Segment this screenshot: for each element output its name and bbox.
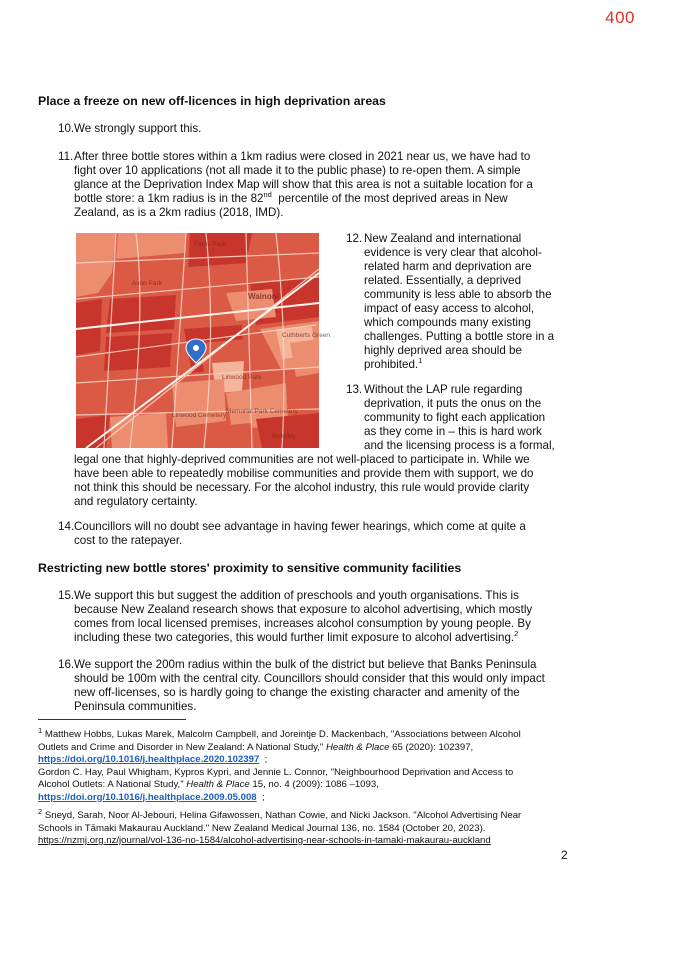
text-fragment: prohibited.: [364, 358, 419, 371]
footnote-separator: [38, 719, 186, 720]
paragraph-number: 11.: [58, 150, 74, 163]
footnote-ref: 2: [514, 629, 519, 639]
text-line: related. Essentially, a deprived: [364, 274, 522, 287]
footnote-text: Schools in Tāmaki Makaurau Auckland." New Zealand Medical Journal 136, no. 1584 (October 20, 2023).: [38, 822, 486, 834]
map-label: Linwood Park: [222, 374, 262, 381]
map-label: Cuthberts Green: [282, 332, 331, 339]
separator: ;: [256, 791, 265, 803]
paragraph-12: [346, 232, 576, 372]
footnote-text: Sneyd, Sarah, Noor Al-Jebouri, Helina Gifawossen, Nathan Cowie, and Nicki Jackson. "Alcohol Advertising Near: [42, 810, 522, 821]
footnote-text: Gordon C. Hay, Paul Whigham, Kypros Kypri, and Jennie L. Connor, "Neighbourhood Deprivation and Access to: [38, 766, 514, 778]
journal-title: Health & Place: [326, 741, 390, 753]
text-line: Peninsula communities.: [74, 700, 197, 713]
doi-link-hay[interactable]: https://doi.org/10.1016/j.healthplace.2009.05.008: [38, 791, 257, 803]
map-label: Ferris Park: [194, 241, 226, 248]
text-line: [364, 358, 576, 372]
text-line: because New Zealand research shows that exposure to alcohol advertising, which mostly: [74, 603, 533, 616]
text-line: should be 100m with the central city. Councillors should consider that this would only impact: [74, 672, 545, 685]
text-line: evidence is very clear that alcohol-: [364, 246, 542, 259]
nzmj-article-link[interactable]: https://nzmj.org.nz/journal/vol-136-no-1584/alcohol-advertising-near-schools-in-tamaki-makaurau-auckland: [38, 835, 491, 846]
separator: ;: [259, 754, 268, 765]
text-line: related harm and deprivation are: [364, 260, 532, 273]
paragraph-number: 14.: [58, 520, 75, 533]
text-fragment: bottle store: a 1km radius is in the 82: [74, 192, 264, 205]
footnote-ref: 1: [418, 356, 423, 366]
text-fragment: percentile of the most deprived areas in New: [271, 192, 508, 205]
text-line: fight over 10 applications (not all made it to the public phase) to re-open them. A simple: [74, 164, 521, 177]
text-line: Zealand, as is a 2km radius (2018, IMD).: [74, 206, 284, 219]
text-line: glance at the Deprivation Index Map will show that this area is not a suitable location for a: [74, 178, 533, 191]
text-line: community is less able to absorb the: [364, 288, 552, 301]
text-line: challenges. Putting a bottle store in a: [364, 330, 555, 343]
text-line: impact of easy access to alcohol,: [364, 302, 535, 315]
text-line: [74, 631, 588, 645]
paragraph-14: [58, 520, 588, 548]
paragraph-number: 10.: [58, 122, 75, 135]
text-line: Without the LAP rule regarding: [364, 383, 523, 396]
text-line: and regulatory certainty.: [74, 495, 198, 508]
text-line: community to fight each application: [364, 411, 546, 424]
text-line: which compounds many existing: [364, 316, 531, 329]
footnote-text: Outlets and Crime and Disorder in New Zealand: A National Study,": [38, 741, 326, 753]
text-line: as they come in – this is hard work: [364, 425, 542, 438]
text-line: Councillors will no doubt see advantage in having fewer hearings, which come at quite a: [74, 520, 526, 533]
text-line: cost to the ratepayer.: [74, 534, 183, 547]
page-number: 2: [561, 848, 568, 862]
paragraph-number: 16.: [58, 658, 75, 671]
text-line: not think this should be necessary. For the alcohol industry, this rule would provide clarity: [74, 481, 530, 494]
text-line: We support the 200m radius within the bulk of the district but believe that Banks Peninsula: [74, 658, 537, 671]
map-label: Wainoni: [248, 292, 279, 301]
footnote-text: 15, no. 4 (2009): 1086 –1093,: [249, 779, 379, 790]
journal-title: Health & Place: [186, 779, 250, 790]
superscript: nd: [263, 190, 272, 200]
paragraph-text: We strongly support this.: [74, 122, 202, 135]
paragraph-16: [58, 658, 598, 714]
paragraph-number: 13.: [346, 383, 363, 396]
map-label: Memorial Park Cemetery: [226, 408, 298, 415]
text-line: and the licensing process is a formal,: [364, 439, 555, 452]
footnote-text: Alcohol Outlets: A National Study,": [38, 779, 187, 790]
paragraph-number: 15.: [58, 589, 75, 602]
text-line: After three bottle stores within a 1km radius were closed in 2021 near us, we have had to: [74, 150, 531, 163]
text-line: comes from local licensed premises, increases alcohol consumption by young people. By: [74, 617, 531, 630]
text-line: have been able to repeatedly mobilise communities and provide them with support, we do: [74, 467, 534, 480]
footnote-2: [38, 806, 638, 848]
text-line: legal one that highly-deprived communities are not well-placed to participate in. While we: [74, 453, 530, 466]
paragraph-number: 12.: [346, 232, 363, 245]
paragraph-15: [58, 589, 588, 645]
section-heading-freeze: Place a freeze on new off-licences in high deprivation areas: [38, 94, 386, 108]
text-line: New Zealand and international: [364, 232, 522, 245]
text-fragment: including these two categories, this would further limit exposure to alcohol advertising.: [74, 631, 515, 644]
paragraph-13-part2: [74, 453, 594, 509]
doi-link-hobbs[interactable]: https://doi.org/10.1016/j.healthplace.2020.102397: [38, 754, 260, 765]
text-line: deprivation, it puts the onus on the: [364, 397, 542, 410]
paragraph-13-part1: [346, 383, 576, 453]
corner-page-stamp: 400: [605, 8, 635, 27]
map-label: Linwood Cemetery: [172, 412, 227, 419]
paragraph-10: [58, 122, 578, 136]
footnote-number: 2: [38, 806, 43, 816]
footnote-1: [38, 725, 638, 804]
text-line: We support this but suggest the addition of preschools and youth organisations. This is: [74, 589, 519, 602]
paragraph-11: [58, 150, 578, 220]
deprivation-index-map: [76, 233, 331, 448]
map-label: Avon Park: [132, 280, 162, 287]
section-heading-proximity: Restricting new bottle stores' proximity to sensitive community facilities: [38, 561, 462, 575]
map-label: Bromley: [272, 433, 296, 440]
text-line: highly deprived area should be: [364, 344, 522, 357]
footnote-number: 1: [38, 725, 43, 735]
footnote-text: Matthew Hobbs, Lukas Marek, Malcolm Campbell, and Joreintje D. Mackenbach, "Associations between Alcohol: [42, 729, 521, 740]
footnote-text: 65 (2020): 102397,: [389, 741, 474, 753]
text-line: [74, 192, 578, 206]
text-line: new off-licenses, so is hardly going to change the existing character and amenity of the: [74, 686, 520, 699]
